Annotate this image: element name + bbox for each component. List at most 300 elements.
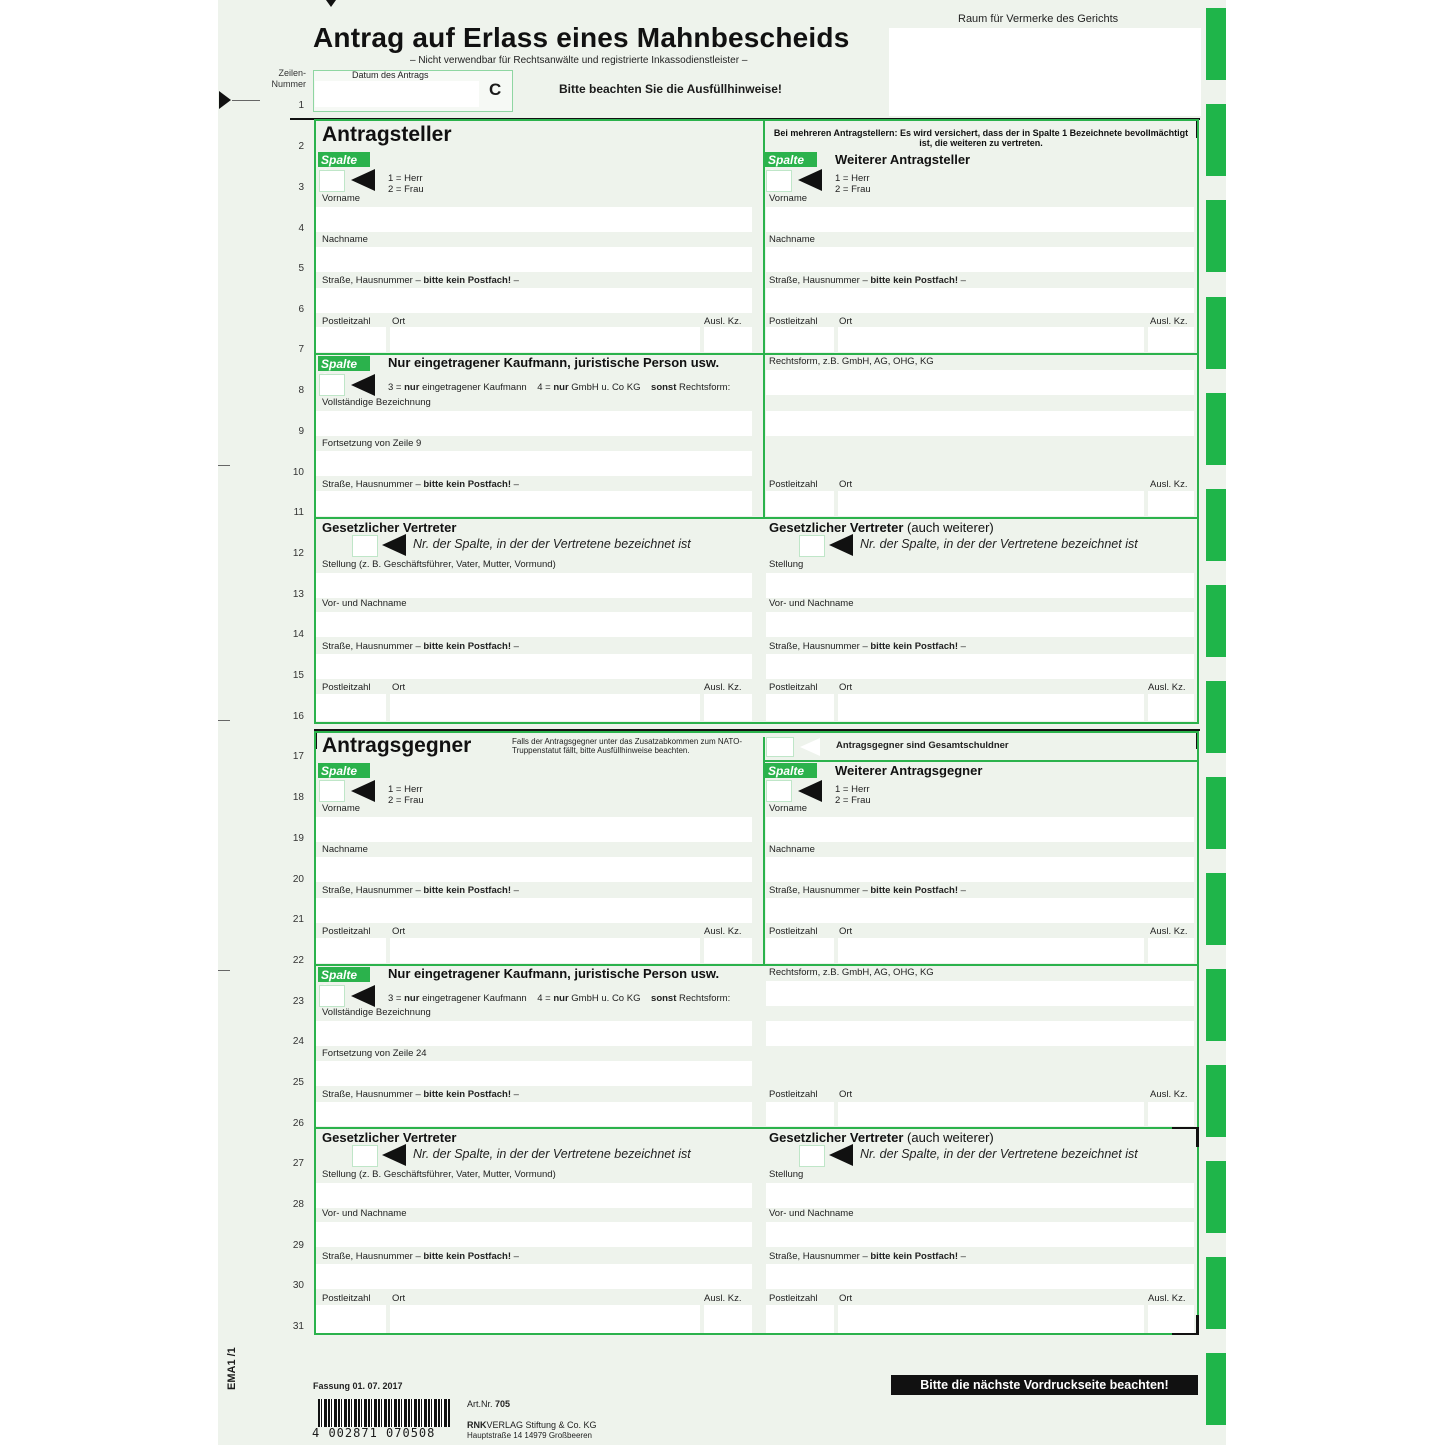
bezeichnung-field[interactable] <box>316 1021 752 1046</box>
ausl-field[interactable] <box>704 1305 752 1333</box>
strasse-label <box>769 641 966 652</box>
fortsetzung-label: Fortsetzung von Zeile 9 <box>322 438 422 449</box>
ort-field[interactable] <box>838 938 1144 963</box>
kein-postfach: bitte kein Postfach! <box>870 275 958 286</box>
spalte-nr-box[interactable] <box>799 535 825 557</box>
plz-label: Postleitzahl <box>322 1293 371 1304</box>
corner-mark <box>1196 1127 1199 1147</box>
row-number: 31 <box>292 1321 304 1332</box>
verlag-name: VERLAG Stiftung & Co. KG <box>486 1420 597 1430</box>
opt-sonst: sonst <box>651 993 677 1004</box>
kein-postfach: bitte kein Postfach! <box>423 1089 511 1100</box>
ort-field[interactable] <box>390 327 700 352</box>
vor-nachname-label: Vor- und Nachname <box>322 1208 407 1219</box>
kein-postfach: bitte kein Postfach! <box>870 885 958 896</box>
opt-nur: nur <box>404 382 420 393</box>
row-number: 27 <box>292 1158 304 1169</box>
kein-postfach: bitte kein Postfach! <box>423 275 511 286</box>
spalte-tag: Spalte <box>318 356 370 371</box>
ausl-label: Ausl. Kz. <box>704 1293 742 1304</box>
spalte-tag: Spalte <box>765 763 817 778</box>
top-marker-icon <box>326 0 336 7</box>
strasse-label <box>322 275 519 286</box>
dash: – <box>511 885 519 896</box>
strasse-label <box>769 275 966 286</box>
artnr-label <box>467 1399 510 1409</box>
spalte-nr-box[interactable] <box>352 535 378 557</box>
page-title: Antrag auf Erlass eines Mahnbescheids <box>313 22 850 53</box>
gesamtschuldner-box[interactable] <box>766 737 794 757</box>
mehrere-note: Bei mehreren Antragstellern: Es wird versichert, dass der in Spalte 1 Bezeichnete bevollmächtigt ist, die weiteren zu vertreten. <box>773 128 1189 148</box>
strasse-label <box>322 1251 519 1262</box>
vorname-field[interactable] <box>316 207 752 232</box>
plz-field[interactable] <box>766 694 834 721</box>
plz-field[interactable] <box>316 327 386 352</box>
antragsteller-heading: Antragsteller <box>322 123 452 146</box>
nachname-field[interactable] <box>316 857 752 882</box>
dash: – <box>958 1251 966 1262</box>
weiterer-antragsteller-heading: Weiterer Antragsteller <box>835 152 971 167</box>
vertreter-text: Gesetzlicher Vertreter <box>769 520 904 535</box>
opt: Rechtsform: <box>676 382 731 393</box>
row-number: 9 <box>298 426 304 437</box>
verlag-label <box>467 1420 597 1430</box>
nachname-label: Nachname <box>769 844 815 855</box>
plz-label: Postleitzahl <box>769 316 818 327</box>
row-number: 25 <box>292 1077 304 1088</box>
ausl-field[interactable] <box>1148 1305 1194 1333</box>
kaufmann-heading: Nur eingetragener Kaufmann, juristische Person usw. <box>388 355 720 370</box>
vor-nachname-label: Vor- und Nachname <box>322 598 407 609</box>
ort-field[interactable] <box>838 327 1144 352</box>
strasse-field[interactable] <box>316 654 752 679</box>
stellung-label: Stellung (z. B. Geschäftsführer, Vater, Mutter, Vormund) <box>322 559 556 570</box>
opt: eingetragener Kaufmann <box>419 993 527 1004</box>
row-number: 11 <box>293 507 304 518</box>
kein-postfach: bitte kein Postfach! <box>423 641 511 652</box>
strasse-field[interactable] <box>316 898 752 923</box>
row-number: 2 <box>298 141 304 152</box>
ausl-label: Ausl. Kz. <box>704 682 742 693</box>
gesamtschuldner-label: Antragsgegner sind Gesamtschuldner <box>836 740 1009 751</box>
vorname-label: Vorname <box>322 193 361 204</box>
nachname-field[interactable] <box>316 247 752 272</box>
strasse-label <box>322 479 519 490</box>
dash: – <box>958 641 966 652</box>
dash: – <box>958 275 966 286</box>
ausl-label: Ausl. Kz. <box>1150 479 1188 490</box>
strasse-field[interactable] <box>316 288 752 313</box>
dash: – <box>511 1251 519 1262</box>
arrow-left-icon <box>351 374 375 396</box>
nachname-field[interactable] <box>766 247 1194 272</box>
date-field[interactable] <box>315 81 479 107</box>
ausl-label: Ausl. Kz. <box>704 316 742 327</box>
section-divider <box>765 760 1198 762</box>
strasse-text: Straße, Hausnummer – <box>769 275 871 286</box>
row-number: 5 <box>298 263 304 274</box>
side-mark <box>1206 8 1226 80</box>
anrede-options: 1 = Herr 2 = Frau <box>835 784 871 806</box>
edge-mark <box>218 970 230 971</box>
vor-nachname-field[interactable] <box>766 612 1194 637</box>
side-mark <box>1206 489 1226 561</box>
ausl-field[interactable] <box>1148 938 1194 963</box>
typ-options <box>388 993 730 1004</box>
plz-label: Postleitzahl <box>322 926 371 937</box>
ort-label: Ort <box>839 682 853 693</box>
stellung-label: Stellung (z. B. Geschäftsführer, Vater, Mutter, Vormund) <box>322 1169 556 1180</box>
row-number: 24 <box>292 1036 304 1047</box>
strasse-field[interactable] <box>316 491 752 516</box>
row-number: 26 <box>292 1118 304 1129</box>
row-number: 19 <box>292 833 304 844</box>
ausl-field[interactable] <box>704 938 752 963</box>
opt: 4 = <box>537 993 554 1004</box>
fortsetzung-field[interactable] <box>316 1061 752 1086</box>
typ-box[interactable] <box>319 374 345 396</box>
strasse-field[interactable] <box>316 1264 752 1289</box>
vor-nachname-field[interactable] <box>316 612 752 637</box>
anrede-options: 1 = Herr 2 = Frau <box>835 173 871 195</box>
vertreter-heading-2 <box>769 1130 994 1145</box>
anrede-box[interactable] <box>319 780 345 802</box>
strasse-field[interactable] <box>766 288 1194 313</box>
side-mark <box>1206 681 1226 753</box>
bezeichnung-label: Vollständige Bezeichnung <box>322 1007 431 1018</box>
row-marker-icon <box>219 91 231 109</box>
nato-note: Falls der Antragsgegner unter das Zusatzabkommen zum NATO-Truppenstatut fällt, bitte Ausfüllhinweise beachten. <box>512 737 743 755</box>
plz-label: Postleitzahl <box>769 682 818 693</box>
strasse-text: Straße, Hausnummer – <box>322 1089 424 1100</box>
row-number: 8 <box>298 385 304 396</box>
spalte-tag: Spalte <box>765 152 817 167</box>
kein-postfach: bitte kein Postfach! <box>870 1251 958 1262</box>
strasse-text: Straße, Hausnummer – <box>322 885 424 896</box>
rechtsform-label: Rechtsform, z.B. GmbH, AG, OHG, KG <box>769 967 934 978</box>
strasse-field[interactable] <box>766 1264 1194 1289</box>
arrow-left-icon <box>351 169 375 191</box>
row-number: 17 <box>292 751 304 762</box>
verlag-brand: RNK <box>467 1420 487 1430</box>
ort-label: Ort <box>392 926 406 937</box>
rechtsform-field[interactable] <box>766 981 1194 1006</box>
side-mark <box>1206 969 1226 1041</box>
nachname-label: Nachname <box>769 234 815 245</box>
stellung-field[interactable] <box>316 573 752 598</box>
plz-field[interactable] <box>766 491 834 516</box>
strasse-label <box>322 885 519 896</box>
side-mark <box>1206 873 1226 945</box>
vorname-field[interactable] <box>766 817 1194 842</box>
side-mark <box>1206 1257 1226 1329</box>
strasse-label <box>322 1089 519 1100</box>
strasse-text: Straße, Hausnummer – <box>769 1251 871 1262</box>
row-number: 7 <box>298 344 304 355</box>
edge-mark <box>218 720 230 721</box>
side-mark <box>1206 777 1226 849</box>
artnr-value: 705 <box>495 1399 511 1409</box>
arrow-left-icon <box>382 534 406 556</box>
stellung-label: Stellung <box>769 559 804 570</box>
arrow-left-icon <box>798 780 822 802</box>
arrow-left-icon <box>351 985 375 1007</box>
dash: – <box>511 641 519 652</box>
spalte-tag: Spalte <box>318 763 370 778</box>
opt: GmbH u. Co KG <box>568 382 641 393</box>
barcode-number: 4 002871 070508 <box>312 1426 436 1440</box>
plz-field[interactable] <box>766 1102 834 1126</box>
vor-nachname-field[interactable] <box>766 1222 1194 1247</box>
form-code-mark: C <box>489 80 502 99</box>
dash: – <box>511 479 519 490</box>
dash: – <box>958 885 966 896</box>
opt-nur: nur <box>553 993 569 1004</box>
ort-label: Ort <box>839 316 853 327</box>
stellung-label: Stellung <box>769 1169 804 1180</box>
page-subtitle: – Nicht verwendbar für Rechtsanwälte und registrierte Inkassodienstleister – <box>410 55 748 66</box>
kein-postfach: bitte kein Postfach! <box>423 479 511 490</box>
rechtsform-label: Rechtsform, z.B. GmbH, AG, OHG, KG <box>769 356 934 367</box>
plz-label: Postleitzahl <box>769 1293 818 1304</box>
side-mark <box>1206 1161 1226 1233</box>
ort-field[interactable] <box>838 1102 1144 1126</box>
row-number: 23 <box>292 996 304 1007</box>
vertreter-hint: Nr. der Spalte, in der der Vertretene bezeichnet ist <box>860 537 1138 551</box>
plz-label: Postleitzahl <box>769 479 818 490</box>
dash: – <box>511 1089 519 1100</box>
weiterer-text: (auch weiterer) <box>907 520 994 535</box>
plz-label: Postleitzahl <box>769 1089 818 1100</box>
ausl-field[interactable] <box>704 694 752 721</box>
plz-field[interactable] <box>316 1305 386 1333</box>
row-number: 28 <box>292 1199 304 1210</box>
dash: – <box>511 275 519 286</box>
opt: 3 = <box>388 382 405 393</box>
row-number: 3 <box>298 182 304 193</box>
fassung-label: Fassung 01. 07. 2017 <box>313 1381 403 1391</box>
side-mark <box>1206 1065 1226 1137</box>
row-number: 22 <box>292 955 304 966</box>
bezeichnung-field[interactable] <box>316 411 752 436</box>
bezeichnung-label: Vollständige Bezeichnung <box>322 397 431 408</box>
row-number: 14 <box>292 629 304 640</box>
anrede-box[interactable] <box>319 170 345 192</box>
vertreter-hint: Nr. der Spalte, in der der Vertretene bezeichnet ist <box>413 537 691 551</box>
spalte-nr-box[interactable] <box>352 1145 378 1167</box>
row-number: 21 <box>292 914 304 925</box>
anrede-box[interactable] <box>766 780 792 802</box>
ausl-field[interactable] <box>1148 1102 1194 1126</box>
arrow-left-icon <box>382 1144 406 1166</box>
column-divider <box>763 120 765 518</box>
vor-nachname-field[interactable] <box>316 1222 752 1247</box>
strasse-text: Straße, Hausnummer – <box>322 275 424 286</box>
rechtsform-field-2[interactable] <box>766 1021 1194 1046</box>
nachname-label: Nachname <box>322 234 368 245</box>
fortsetzung-label: Fortsetzung von Zeile 24 <box>322 1048 427 1059</box>
corner-mark <box>1172 1333 1199 1335</box>
opt: GmbH u. Co KG <box>568 993 641 1004</box>
stellung-field[interactable] <box>316 1183 752 1208</box>
vertreter-text: Gesetzlicher Vertreter <box>769 1130 904 1145</box>
vertreter-heading: Gesetzlicher Vertreter <box>322 1130 457 1145</box>
ausl-field[interactable] <box>1148 491 1194 516</box>
date-label: Datum des Antrags <box>352 70 429 80</box>
barcode <box>318 1399 450 1427</box>
strasse-label <box>769 1251 966 1262</box>
ausl-field[interactable] <box>704 327 752 352</box>
ort-label: Ort <box>839 926 853 937</box>
plz-field[interactable] <box>766 1305 834 1333</box>
spalte-tag: Spalte <box>318 967 370 982</box>
kein-postfach: bitte kein Postfach! <box>870 641 958 652</box>
arrow-left-icon <box>829 534 853 556</box>
form-id: EMA1 /1 <box>226 1347 238 1390</box>
ort-field[interactable] <box>838 491 1144 516</box>
stellung-field[interactable] <box>766 1183 1194 1208</box>
arrow-left-icon <box>829 1144 853 1166</box>
plz-field[interactable] <box>766 327 834 352</box>
stellung-field[interactable] <box>766 573 1194 598</box>
kein-postfach: bitte kein Postfach! <box>423 885 511 896</box>
typ-box[interactable] <box>319 985 345 1007</box>
ort-label: Ort <box>392 682 406 693</box>
vor-nachname-label: Vor- und Nachname <box>769 1208 854 1219</box>
row-number: 18 <box>292 792 304 803</box>
strasse-text: Straße, Hausnummer – <box>322 641 424 652</box>
opt-sonst: sonst <box>651 382 677 393</box>
weiterer-text: (auch weiterer) <box>907 1130 994 1145</box>
vertreter-heading-2 <box>769 520 994 535</box>
ort-field[interactable] <box>390 938 700 963</box>
ausl-label: Ausl. Kz. <box>1148 682 1186 693</box>
row-number: 4 <box>298 223 304 234</box>
plz-field[interactable] <box>316 938 386 963</box>
row-number: 15 <box>292 670 304 681</box>
side-mark <box>1206 200 1226 272</box>
row-number-header: Zeilen- Nummer <box>271 68 306 89</box>
ort-field[interactable] <box>390 694 700 721</box>
vorname-label: Vorname <box>322 803 361 814</box>
side-mark <box>1206 1353 1226 1425</box>
ausl-label: Ausl. Kz. <box>704 926 742 937</box>
ausl-label: Ausl. Kz. <box>1150 316 1188 327</box>
strasse-text: Straße, Hausnummer – <box>322 479 424 490</box>
side-mark <box>1206 104 1226 176</box>
strasse-label <box>769 885 966 896</box>
vertreter-heading: Gesetzlicher Vertreter <box>322 520 457 535</box>
arrow-left-icon <box>798 169 822 191</box>
ort-field[interactable] <box>390 1305 700 1333</box>
anrede-box[interactable] <box>766 170 792 192</box>
strasse-field[interactable] <box>766 654 1194 679</box>
ausl-label: Ausl. Kz. <box>1150 1089 1188 1100</box>
arrow-left-icon <box>351 780 375 802</box>
plz-label: Postleitzahl <box>769 926 818 937</box>
spalte-nr-box[interactable] <box>799 1145 825 1167</box>
row-marker-line <box>232 100 260 101</box>
opt: 4 = <box>537 382 554 393</box>
ort-label: Ort <box>839 479 853 490</box>
ausl-field[interactable] <box>1148 694 1194 721</box>
ort-label: Ort <box>392 1293 406 1304</box>
row-number: 29 <box>292 1240 304 1251</box>
plz-field[interactable] <box>316 694 386 721</box>
side-mark <box>1206 585 1226 657</box>
ort-field[interactable] <box>838 694 1144 721</box>
ausl-label: Ausl. Kz. <box>1150 926 1188 937</box>
strasse-text: Straße, Hausnummer – <box>769 885 871 896</box>
ort-label: Ort <box>839 1293 853 1304</box>
rechtsform-field-2[interactable] <box>766 411 1194 436</box>
rechtsform-field[interactable] <box>766 370 1194 395</box>
edge-mark <box>218 465 230 466</box>
strasse-field[interactable] <box>766 898 1194 923</box>
ort-label: Ort <box>839 1089 853 1100</box>
row-number: 20 <box>292 874 304 885</box>
section-divider <box>315 517 1198 519</box>
instruction-note: Bitte beachten Sie die Ausfüllhinweise! <box>559 82 782 96</box>
row-number: 16 <box>292 711 304 722</box>
corner-mark <box>1172 1127 1199 1129</box>
row-number: 12 <box>292 548 304 559</box>
opt-nur: nur <box>404 993 420 1004</box>
strasse-text: Straße, Hausnummer – <box>769 641 871 652</box>
row-number: 6 <box>298 304 304 315</box>
nachname-field[interactable] <box>766 857 1194 882</box>
strasse-field[interactable] <box>316 1102 752 1126</box>
arrow-left-icon <box>800 738 820 756</box>
side-mark <box>1206 393 1226 465</box>
plz-label: Postleitzahl <box>322 682 371 693</box>
opt: 3 = <box>388 993 405 1004</box>
strasse-text: Straße, Hausnummer – <box>322 1251 424 1262</box>
typ-options <box>388 382 730 393</box>
row-number: 13 <box>292 589 304 600</box>
court-notes-label: Raum für Vermerke des Gerichts <box>958 13 1119 25</box>
ort-field[interactable] <box>838 1305 1144 1333</box>
plz-field[interactable] <box>766 938 834 963</box>
spalte-tag: Spalte <box>318 152 370 167</box>
vorname-field[interactable] <box>766 207 1194 232</box>
vorname-label: Vorname <box>769 803 808 814</box>
section-divider <box>315 1127 1198 1129</box>
vertreter-hint: Nr. der Spalte, in der der Vertretene bezeichnet ist <box>860 1147 1138 1161</box>
row-number: 1 <box>298 100 304 111</box>
corner-mark <box>1196 1315 1199 1335</box>
row-number: 10 <box>292 467 304 478</box>
court-notes-area <box>889 28 1201 116</box>
vertreter-hint: Nr. der Spalte, in der der Vertretene bezeichnet ist <box>413 1147 691 1161</box>
opt: eingetragener Kaufmann <box>419 382 527 393</box>
ausl-field[interactable] <box>1148 327 1194 352</box>
vorname-label: Vorname <box>769 193 808 204</box>
opt-nur: nur <box>553 382 569 393</box>
fortsetzung-field[interactable] <box>316 451 752 476</box>
antragsgegner-heading: Antragsgegner <box>322 734 472 757</box>
next-page-notice: Bitte die nächste Vordruckseite beachten! <box>891 1375 1198 1395</box>
ausl-label: Ausl. Kz. <box>1148 1293 1186 1304</box>
strasse-label <box>322 641 519 652</box>
anrede-options: 1 = Herr 2 = Frau <box>388 784 424 806</box>
kein-postfach: bitte kein Postfach! <box>423 1251 511 1262</box>
side-mark <box>1206 297 1226 369</box>
plz-label: Postleitzahl <box>322 316 371 327</box>
artnr-prefix: Art.Nr. <box>467 1399 496 1409</box>
vorname-field[interactable] <box>316 817 752 842</box>
nachname-label: Nachname <box>322 844 368 855</box>
